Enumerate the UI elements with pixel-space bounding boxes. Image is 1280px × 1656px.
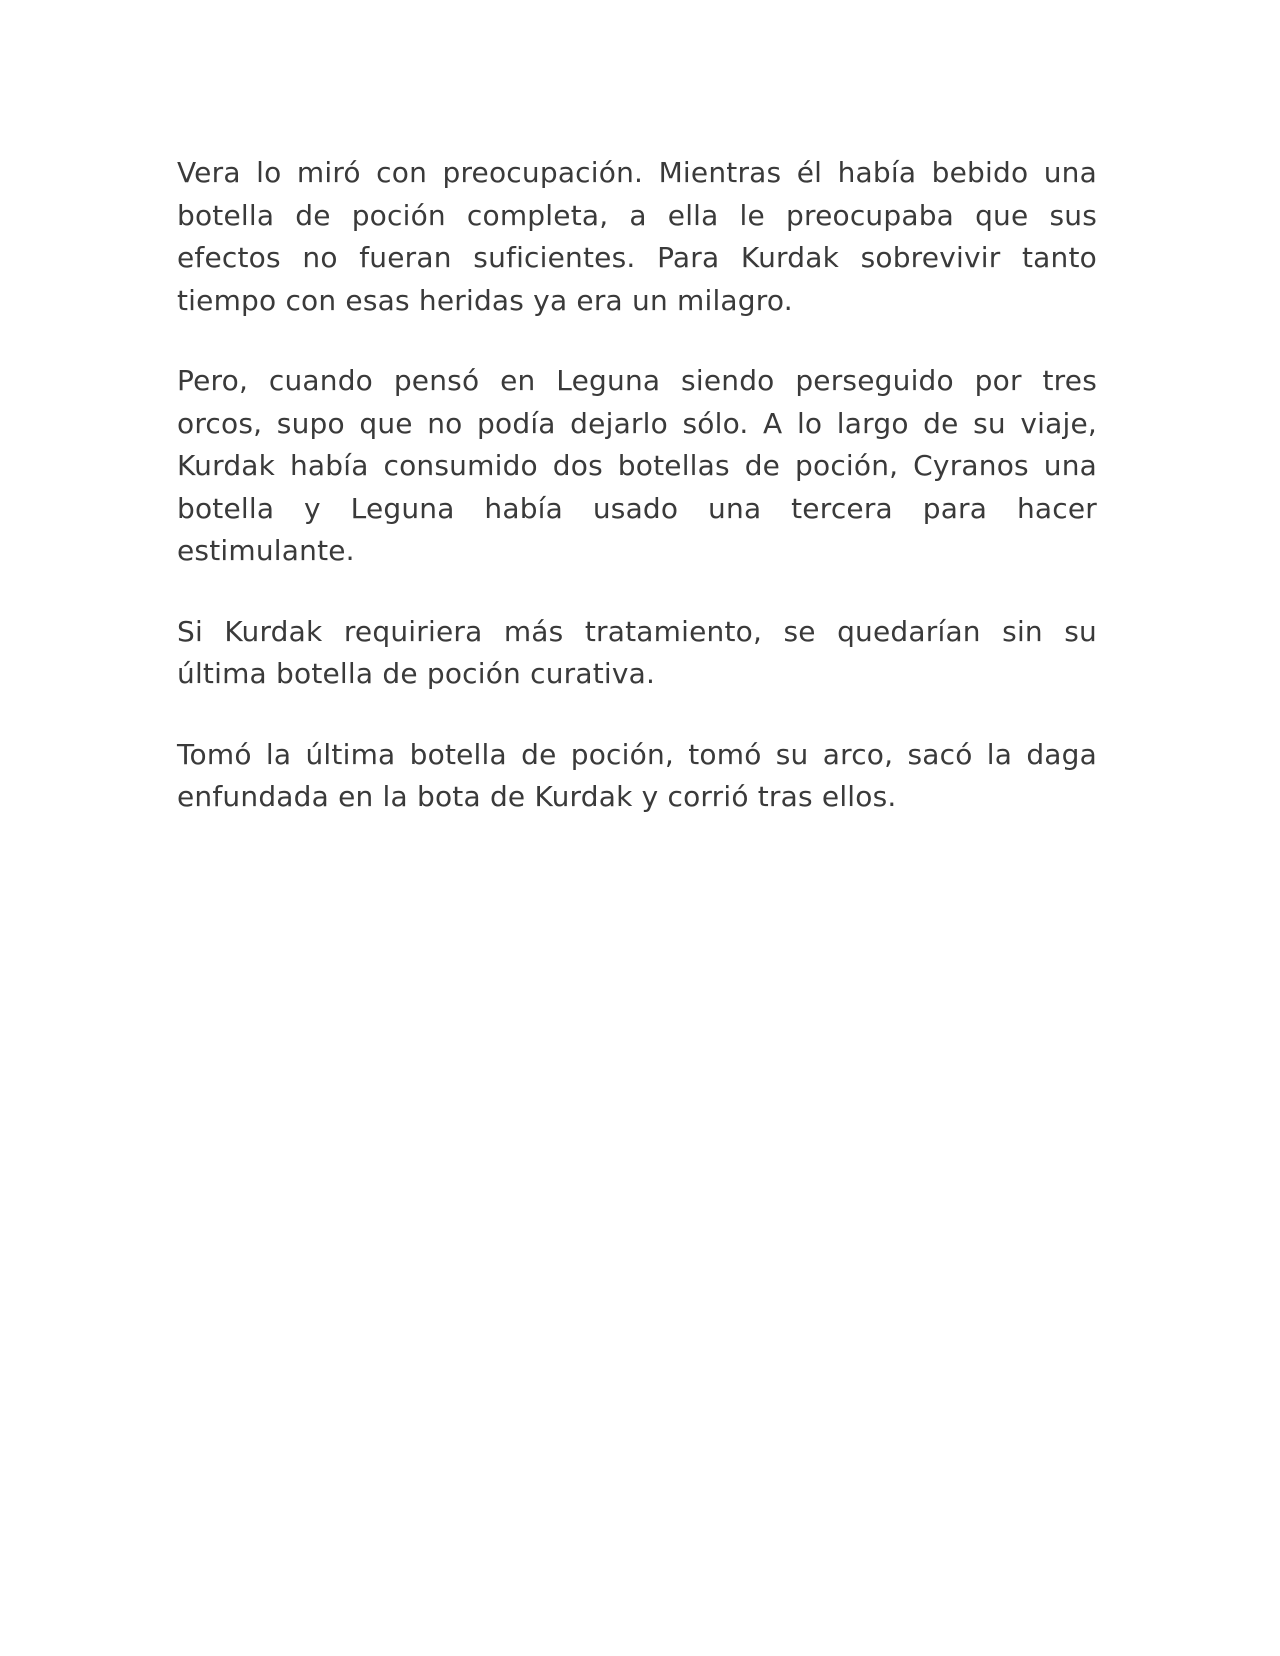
paragraph-4: Tomó la última botella de poción, tomó su arco, sacó la daga enfundada en la bota de Kurdak y corrió tras ellos. <box>177 737 1097 813</box>
paragraph-2: Pero, cuando pensó en Leguna siendo perseguido por tres orcos, supo que no podía dejarlo sólo. A lo largo de su viaje, Kurdak había consumido dos botellas de poción, Cyranos una botella y Leguna había usado una tercera para hacer estimulante. <box>177 364 1097 567</box>
paragraph-3: Si Kurdak requiriera más tratamiento, se quedarían sin su última botella de poción curativa. <box>177 614 1097 690</box>
paragraph-1: Vera lo miró con preocupación. Mientras él había bebido una botella de poción completa, a ella le preocupaba que sus efectos no fueran suficientes. Para Kurdak sobrevivir tanto tiempo con esas heridas ya era un milagro. <box>177 156 1097 317</box>
document-body <box>177 152 1097 857</box>
